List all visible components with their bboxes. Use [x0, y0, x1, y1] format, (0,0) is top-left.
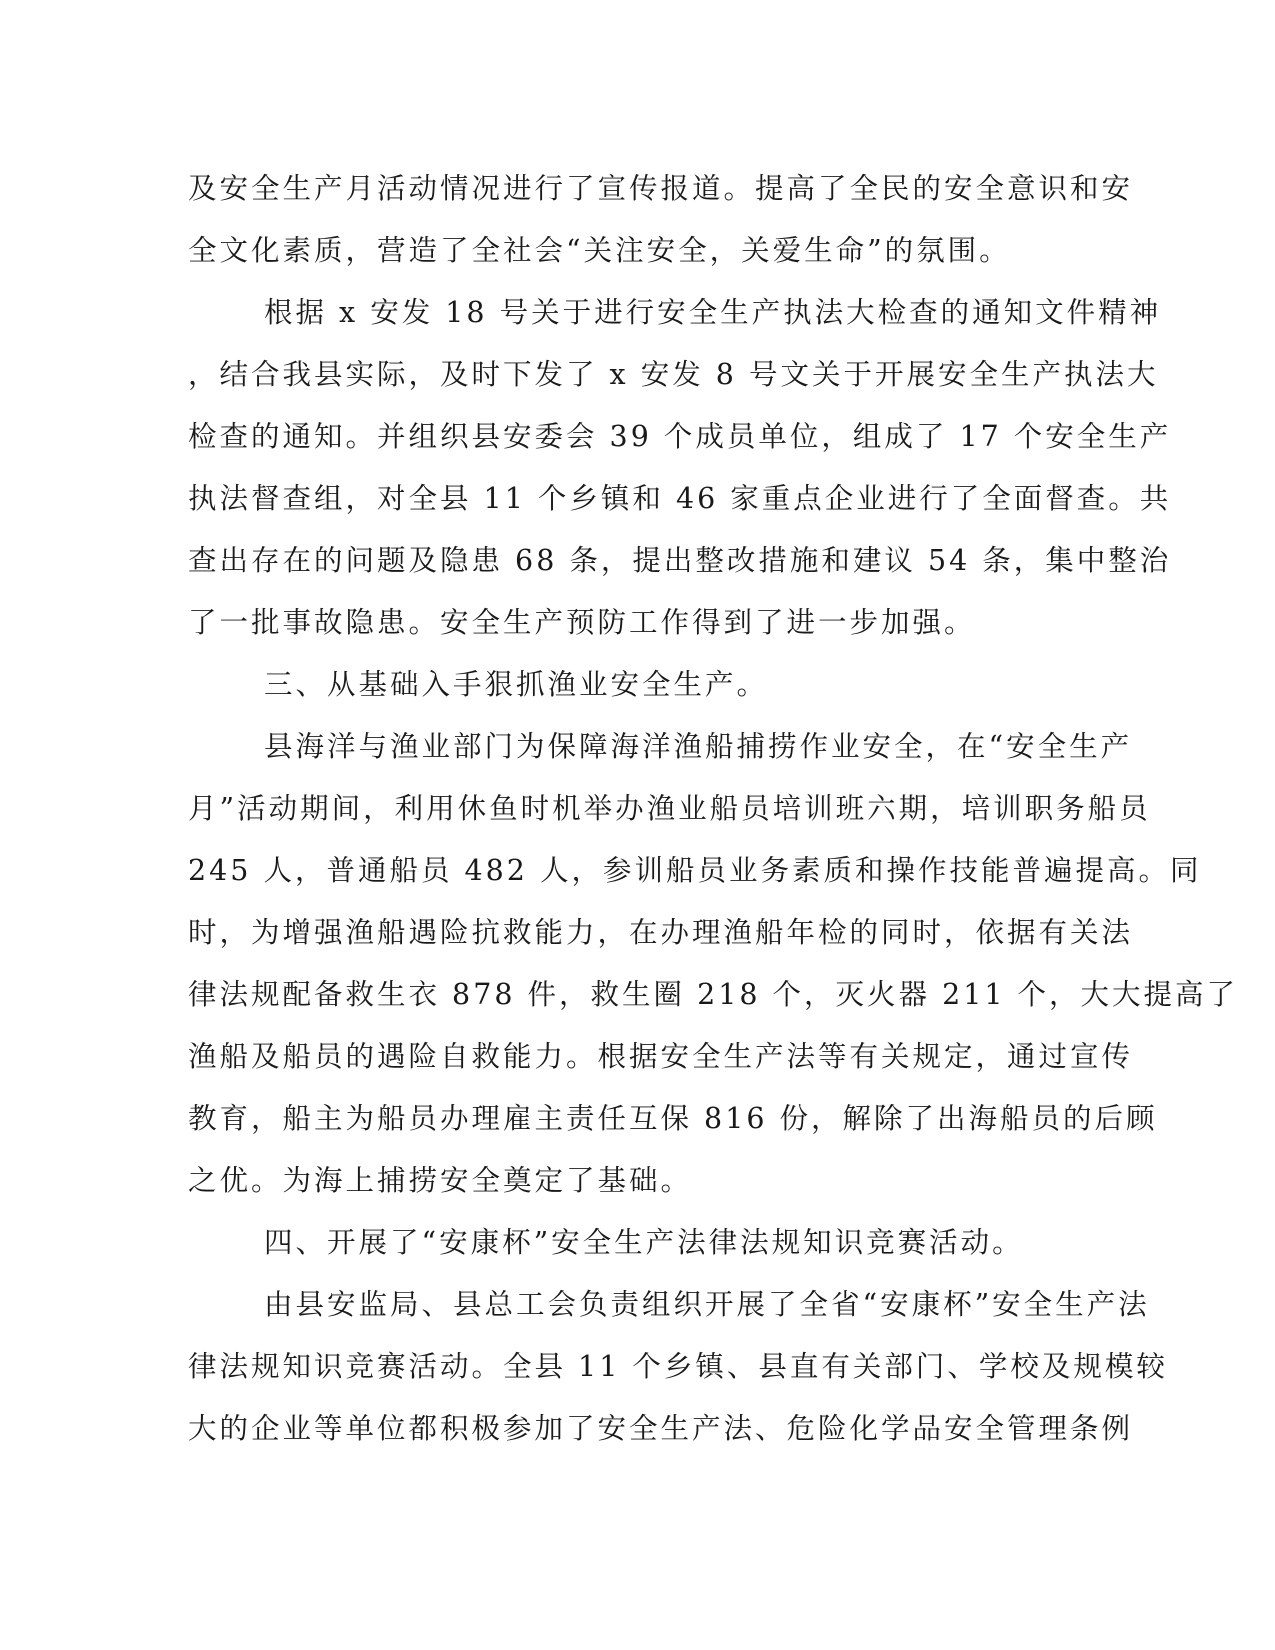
- text-line: 大的企业等单位都积极参加了安全生产法、危险化学品安全管理条例: [188, 1412, 1134, 1445]
- section-heading: 四、开展了“安康杯”安全生产法律法规知识竞赛活动。: [264, 1226, 1024, 1259]
- text-line: 全文化素质，营造了全社会“关注安全，关爱生命”的氛围。: [188, 234, 1011, 267]
- text-line: 时，为增强渔船遇险抗救能力，在办理渔船年检的同时，依据有关法: [188, 916, 1134, 949]
- paragraph-start-line: 县海洋与渔业部门为保障海洋渔船捕捞作业安全，在“安全生产: [264, 730, 1133, 763]
- section-heading: 三、从基础入手狠抓渔业安全生产。: [264, 668, 769, 701]
- paragraph-start-line: 根据 x 安发 18 号关于进行安全生产执法大检查的通知文件精神: [264, 296, 1162, 329]
- text-line: 查出存在的问题及隐患 68 条，提出整改措施和建议 54 条，集中整治: [188, 544, 1172, 577]
- text-line: 教育，船主为船员办理雇主责任互保 816 份，解除了出海船员的后顾: [188, 1102, 1158, 1135]
- text-line: 律法规知识竞赛活动。全县 11 个乡镇、县直有关部门、学校及规模较: [188, 1350, 1168, 1383]
- text-line: 之优。为海上捕捞安全奠定了基础。: [188, 1164, 693, 1197]
- paragraph-start-line: 由县安监局、县总工会负责组织开展了全省“安康杯”安全生产法: [264, 1288, 1150, 1321]
- text-line: 渔船及船员的遇险自救能力。根据安全生产法等有关规定，通过宣传: [188, 1040, 1134, 1073]
- text-line: 及安全生产月活动情况进行了宣传报道。提高了全民的安全意识和安: [188, 172, 1134, 205]
- text-line: 月”活动期间，利用休鱼时机举办渔业船员培训班六期，培训职务船员: [188, 792, 1151, 825]
- text-line: ，结合我县实际，及时下发了 x 安发 8 号文关于开展安全生产执法大: [188, 358, 1159, 391]
- text-line: 245 人，普通船员 482 人，参训船员业务素质和操作技能普遍提高。同: [188, 854, 1202, 887]
- document-body: [188, 158, 1239, 1460]
- text-line: 了一批事故隐患。安全生产预防工作得到了进一步加强。: [188, 606, 976, 639]
- text-line: 检查的通知。并组织县安委会 39 个成员单位，组成了 17 个安全生产: [188, 420, 1172, 453]
- text-line: 执法督查组，对全县 11 个乡镇和 46 家重点企业进行了全面督查。共: [188, 482, 1172, 515]
- text-line: 律法规配备救生衣 878 件，救生圈 218 个，灭火器 211 个，大大提高了: [188, 978, 1239, 1011]
